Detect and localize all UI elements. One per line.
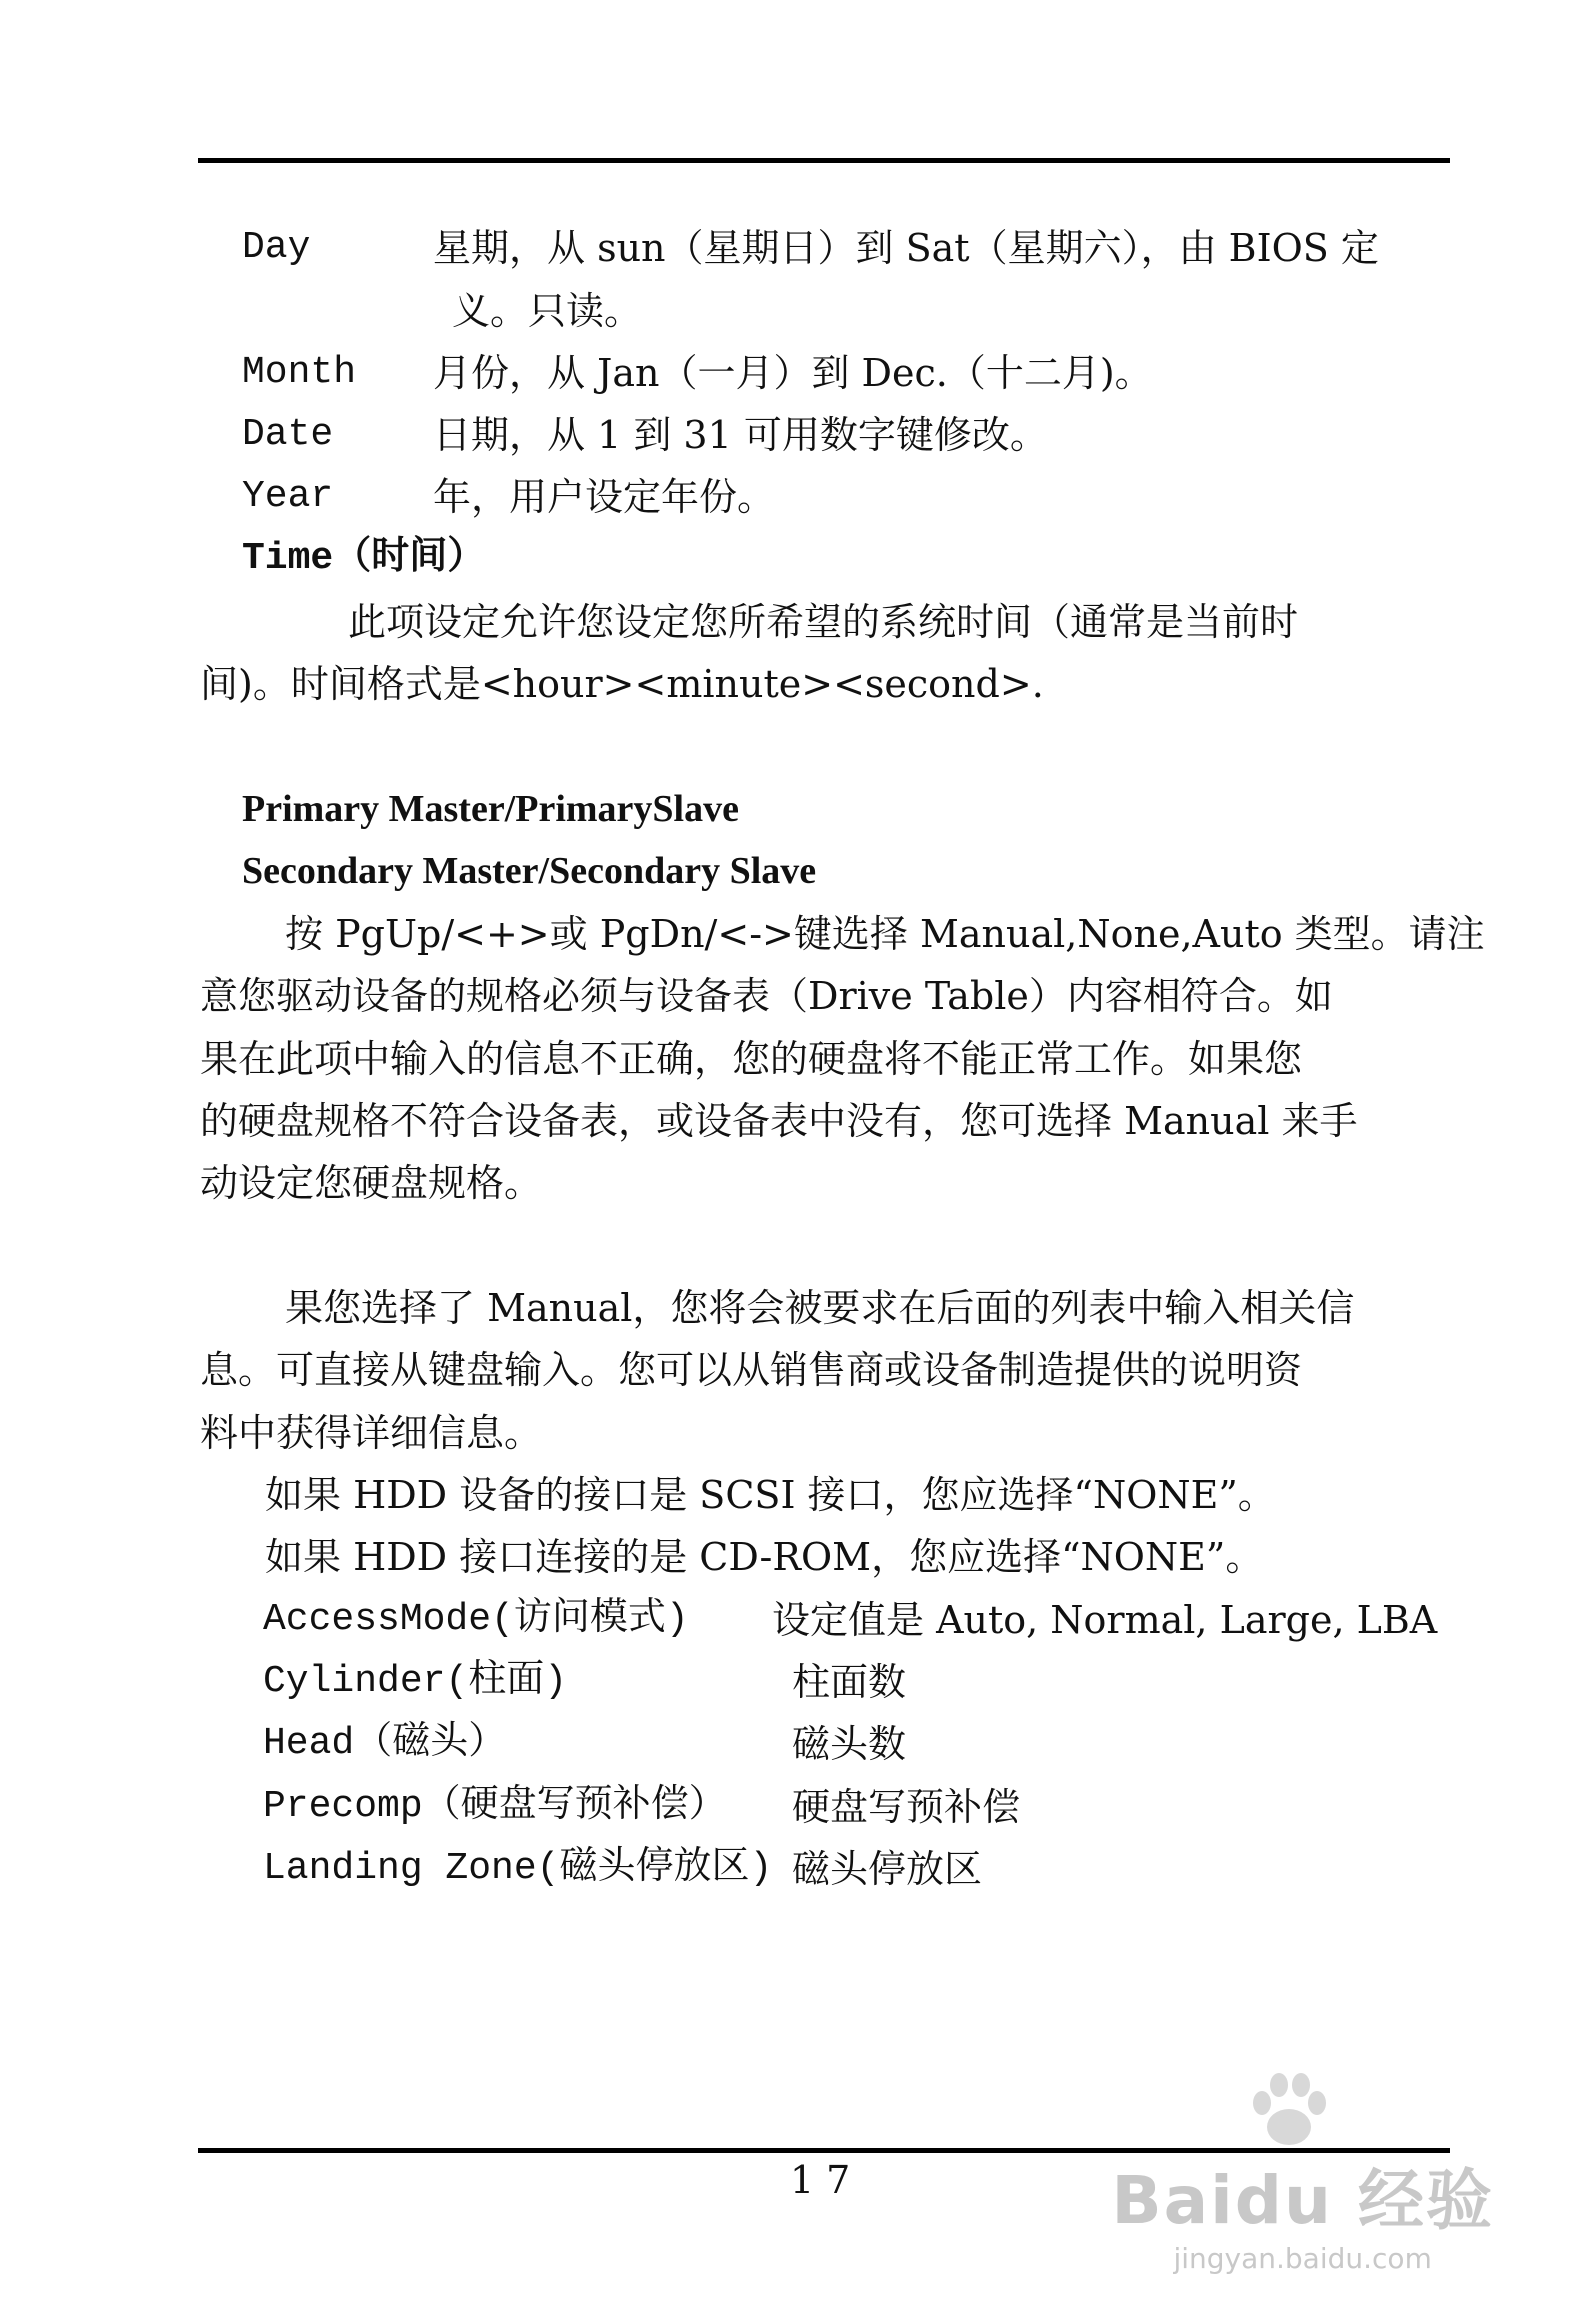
page-number: 17 [790,2158,863,2202]
drive-heading-primary: Primary Master/PrimarySlave [242,788,739,830]
param-precomp: Precomp（硬盘写预补偿） [263,1785,727,1828]
desc-year: 年，用户设定年份。 [433,475,776,519]
desc-date: 日期，从 1 到 31 可用数字键修改。 [433,413,1048,457]
time-heading: Time（时间） [242,537,486,580]
time-desc-line2: 间)。时间格式是<hour><minute><second>. [200,662,1044,706]
param-cylinder: Cylinder(柱面) [263,1660,568,1703]
desc-month: 月份，从 Jan（一月）到 Dec.（十二月)。 [433,351,1153,395]
term-month: Month [242,351,357,394]
drive-para1-line2: 意您驱动设备的规格必须与设备表（Drive Table）内容相符合。如 [200,974,1333,1018]
desc-day-line2: 义。只读。 [452,289,643,333]
term-date: Date [242,413,334,456]
time-desc-line1: 此项设定允许您设定您所希望的系统时间（通常是当前时 [348,600,1299,644]
note-scsi: 如果 HDD 设备的接口是 SCSI 接口，您应选择“NONE”。 [265,1473,1276,1517]
param-landing-zone: Landing Zone(磁头停放区) [263,1847,773,1890]
desc-day-line1: 星期，从 sun（星期日）到 Sat（星期六），由 BIOS 定 [433,226,1379,270]
drive-para1-line1: 按 PgUp/<+>或 PgDn/<->键选择 Manual,None,Auto 类型。请注 [285,912,1485,956]
drive-para1-line4: 的硬盘规格不符合设备表，或设备表中没有，您可选择 Manual 来手 [200,1099,1358,1143]
watermark-url: jingyan.baidu.com [1173,2242,1432,2275]
term-year: Year [242,475,334,518]
drive-heading-secondary: Secondary Master/Secondary Slave [242,850,817,892]
param-accessmode: AccessMode(访问模式) [263,1598,689,1641]
drive-para2-line3: 料中获得详细信息。 [200,1411,543,1455]
param-accessmode-desc: 设定值是 Auto, Normal, Large, LBA [772,1598,1438,1642]
watermark-brand: Baidu 经验 [1111,2162,1494,2239]
drive-para1-line5: 动设定您硬盘规格。 [200,1161,543,1205]
param-precomp-desc: 硬盘写预补偿 [792,1785,1021,1829]
top-rule [198,158,1450,163]
paw-logo-icon [1244,2065,1334,2155]
drive-para2-line1: 果您选择了 Manual，您将会被要求在后面的列表中输入相关信 [285,1286,1355,1330]
drive-para1-line3: 果在此项中输入的信息不正确，您的硬盘将不能正常工作。如果您 [200,1037,1303,1081]
term-day: Day [242,226,311,269]
param-cylinder-desc: 柱面数 [792,1660,907,1704]
param-head-desc: 磁头数 [792,1722,907,1766]
note-cdrom: 如果 HDD 接口连接的是 CD-ROM，您应选择“NONE”。 [265,1535,1264,1579]
param-head: Head（磁头） [263,1722,507,1765]
watermark [1111,2147,1494,2275]
param-landing-zone-desc: 磁头停放区 [792,1847,983,1891]
drive-para2-line2: 息。可直接从键盘输入。您可以从销售商或设备制造提供的说明资 [200,1348,1303,1392]
